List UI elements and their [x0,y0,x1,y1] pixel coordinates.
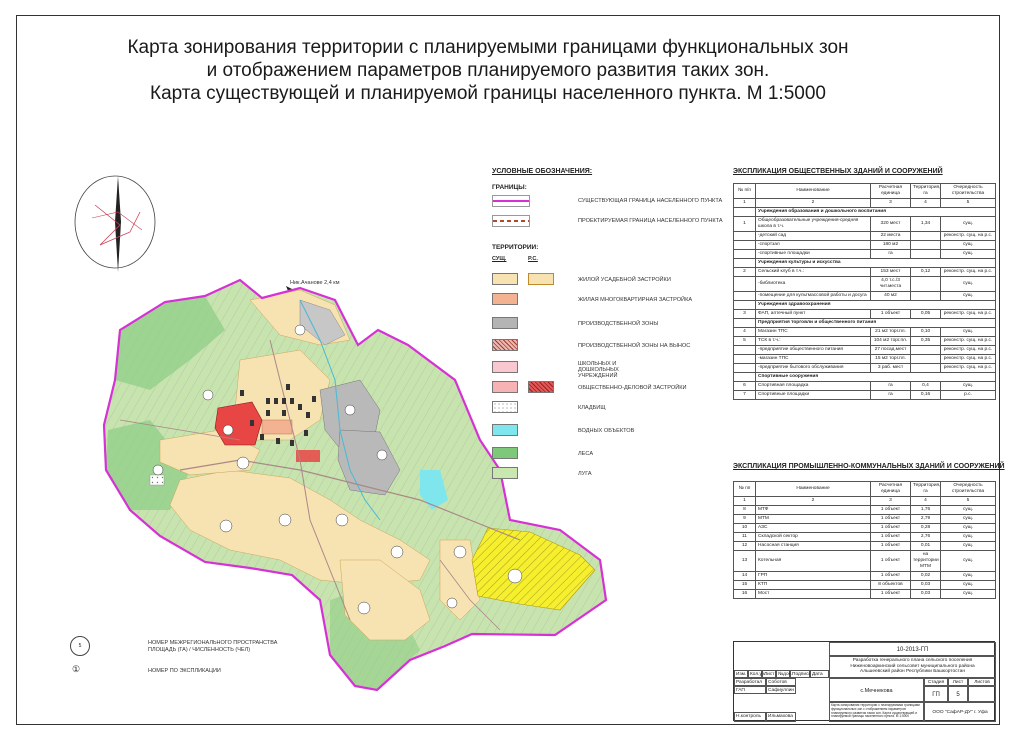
table-cell: 9 [734,515,756,524]
legend-cemetery [492,400,518,414]
legend-meadow [492,466,518,480]
multi-residential-swatch [492,293,518,305]
table1-col-area: Территория, га [911,184,941,199]
table-cell: сущ. [941,241,996,250]
table-row [734,259,996,268]
table2-num-2: 2 [756,497,871,506]
table-cell: Сельский клуб в т.ч.: [756,268,871,277]
table-cell: МТМ [756,515,871,524]
public-planned-swatch [528,381,554,393]
table-row [734,232,996,241]
table-cell: 2,76 [911,533,941,542]
table-cell: Общеобразовательные учреждения-средняя школа в т.ч. [756,217,871,232]
table-cell: р.с. [941,391,996,400]
table1-num-1: 1 [734,199,756,208]
title-line-2: и отображением параметров планируемого развития таких зон. [206,60,770,81]
table-cell: сущ. [941,533,996,542]
table-row [734,250,996,259]
table-cell: 11 [734,533,756,542]
stamp-col-head: Подпись [792,672,811,677]
public-buildings-table [733,183,996,400]
table2-col-stage: Очередность строительства [941,482,996,497]
table-cell: 1 [734,217,756,232]
table1-col-name: Наименование [756,184,871,199]
stamp-description [829,656,996,678]
table-cell: сущ. [941,515,996,524]
legend-industrial-relocation-label: ПРОИЗВОДСТВЕННОЙ ЗОНЫ НА ВЫНОС [578,343,691,349]
table-cell: -предприятие бытового обслуживания [756,364,871,373]
table-cell: 4,0 т.с./3 чит.места [871,277,911,292]
legend-schools [492,360,518,374]
table-cell: реконстр. сущ. на р.с. [941,337,996,346]
schools-swatch [492,361,518,373]
table-cell: 3 [734,310,756,319]
table-cell: -помещение для культмассовой работы и досуга [756,292,871,301]
table-cell: 153 мест [871,268,911,277]
table-row [734,551,996,572]
table-cell: -спортзал [756,241,871,250]
table2-col-area: Территория, га [911,482,941,497]
table-cell: 1 объект [871,542,911,551]
table-cell: 16 [734,590,756,599]
table-cell [911,355,941,364]
stamp-col-head: Дата [810,670,829,678]
table-cell [734,364,756,373]
table-cell [734,355,756,364]
table-cell: 0,28 [911,524,941,533]
table-cell: 22 места [871,232,911,241]
table2-col-num: № пп [734,482,756,497]
table-row [734,572,996,581]
residential-swatch [492,273,518,285]
table-cell: сущ. [941,277,996,292]
stamp-col-head: Лист [764,672,775,677]
table-cell [911,346,941,355]
stamp-village: с.Мечнекова [829,678,924,702]
compass-rose [75,176,155,272]
table-cell: 4 [734,328,756,337]
stamp-r1-role: Разработал [734,678,766,686]
table-cell [734,241,756,250]
table2-num-5: 5 [941,497,996,506]
note-explication: НОМЕР ПО ЭКСПЛИКАЦИИ [148,668,221,674]
table-cell [734,346,756,355]
table-cell: Учреждения образования и дошкольного воспитания [756,208,996,217]
stamp-r3-name: Ильмахова [766,712,796,722]
table-cell: 7 [734,391,756,400]
legend-water-label: ВОДНЫХ ОБЪЕКТОВ [578,428,635,434]
table-row [734,533,996,542]
table-cell: 3 раб. мест [871,364,911,373]
table1-num-2: 2 [756,199,871,208]
table-cell: 12 [734,542,756,551]
table-cell: сущ. [941,292,996,301]
table-cell: -спортивные площадки [756,250,871,259]
legend-col-planned: Р.С. [528,256,538,262]
table-cell: га [871,250,911,259]
legend-forest [492,446,518,460]
table-cell: Учреждения культуры и искусства [756,259,996,268]
stamp-organization: ООО "СафАР-ДУ" г. Уфа [924,702,996,722]
table-row [734,542,996,551]
table-cell [734,259,756,268]
forest-swatch [492,447,518,459]
table-row [734,277,996,292]
table-cell: 1 объект [871,515,911,524]
table1-col-unit: Расчетная единица [871,184,911,199]
table-cell: -предприятие общественного питания [756,346,871,355]
table-cell: 104 м2 торг.пл. [871,337,911,346]
table-cell [911,250,941,259]
table-row [734,268,996,277]
table2-num-1: 1 [734,497,756,506]
public-swatch [492,381,518,393]
table-cell: Магазин ТПС [756,328,871,337]
table2-col-name: Наименование [756,482,871,497]
existing-boundary-symbol [492,195,530,207]
interregional-marker [70,636,90,656]
settlement-territory[interactable] [104,280,606,690]
table-cell [734,319,756,328]
table-cell: 6 [734,382,756,391]
table-cell: 0,12 [911,268,941,277]
table-cell [911,241,941,250]
legend-meadow-label: ЛУГА [578,471,592,477]
legend-industrial-label: ПРОИЗВОДСТВЕННОЙ ЗОНЫ [578,321,659,327]
table-cell [911,292,941,301]
table-cell: 320 мест [871,217,911,232]
table-cell: 1 объект [871,590,911,599]
stamp-r1-name: Соботов [766,678,796,686]
table-cell [734,208,756,217]
table-cell: 0,01 [911,542,941,551]
title-block-stamp [733,641,995,721]
table-cell: Спортивные площадки [756,391,871,400]
table-row [734,319,996,328]
table-cell [734,301,756,310]
table-row [734,373,996,382]
table2-numbering-row [734,497,996,506]
table-row [734,346,996,355]
industrial-buildings-table [733,481,996,599]
water-swatch [492,424,518,436]
planned-boundary-symbol [492,215,530,227]
stamp-col-head: Изм. [736,672,747,677]
table-cell: ТСК в т.ч.: [756,337,871,346]
stamp-desc-line2: Ниженовоаркинский сельсовет муниципального района [850,663,975,669]
legend-forest-label: ЛЕСА [578,451,594,457]
explication-marker [72,664,80,675]
table-cell: МТФ [756,506,871,515]
table-cell: 15 [734,581,756,590]
table-row [734,524,996,533]
table2-num-3: 3 [871,497,911,506]
table-cell: 1 объект [871,524,911,533]
table-cell: ГРП [756,572,871,581]
legend-multi-residential-label: ЖИЛАЯ МНОГОКВАРТИРНАЯ ЗАСТРОЙКА [578,297,693,303]
table1-num-3: 3 [871,199,911,208]
legend-existing-boundary [492,194,530,208]
table-cell: 0,05 [911,310,941,319]
table-cell: сущ. [941,328,996,337]
table-cell: га [871,382,911,391]
stamp-desc-line3: Альшеевский район Республики Башкортостан [860,669,965,674]
table-cell: сущ. [941,382,996,391]
table-cell: 180 м2 [871,241,911,250]
table-row [734,515,996,524]
stamp-r2-name: Сафиуллин [768,688,795,693]
table-cell [911,277,941,292]
title-line-1: Карта зонирования территории с планируемыми границами функциональных зон [127,37,849,58]
table1-num-4: 4 [911,199,941,208]
table-row [734,581,996,590]
meadow-swatch [492,467,518,479]
stamp-sheet: 5 [948,686,968,702]
table2-header-row [734,482,996,497]
legend-territories-header: ТЕРРИТОРИИ: [492,244,539,251]
table1-col-num: № п/п [734,184,756,199]
table1-num-5: 5 [941,199,996,208]
stamp-code: 10-2013-ГП [829,642,996,656]
table-cell: 0,03 [911,590,941,599]
table-cell [734,373,756,382]
residential-planned-swatch [528,273,554,285]
table-cell: 1,76 [911,506,941,515]
table-cell: 1 объект [871,551,911,572]
table-cell [911,232,941,241]
legend-multi-residential [492,292,518,306]
stamp-col-head: Кол.уч. [750,672,766,677]
legend-public [492,380,554,394]
table-cell: 15 м2 торг.пл. [871,355,911,364]
table2-col-unit: Расчетная единица [871,482,911,497]
table-cell: -магазин ТПС [756,355,871,364]
table-cell: -детский сад [756,232,871,241]
note-interregional-line2: ПЛОЩАДЬ (ГА) / ЧИСЛЕННОСТЬ (ЧЕЛ) [148,647,251,653]
table-cell: га [871,391,911,400]
table-cell: Спортивная площадка [756,382,871,391]
table-cell: сущ. [941,542,996,551]
table-row [734,382,996,391]
legend-existing-boundary-label: СУЩЕСТВУЮЩАЯ ГРАНИЦА НАСЕЛЕННОГО ПУНКТА [578,198,723,204]
table-cell: 14 [734,572,756,581]
table-cell: 5 [734,337,756,346]
table-cell: на территории МТМ [911,551,941,572]
table-cell [734,232,756,241]
table-cell: 8 [734,506,756,515]
table1-col-stage: Очередность строительства [941,184,996,199]
table-cell: 0,10 [911,328,941,337]
table-cell: сущ. [941,250,996,259]
table-cell: Насосная станция [756,542,871,551]
table-row [734,310,996,319]
table-cell: 27 посад.мест [871,346,911,355]
table-cell: сущ. [941,590,996,599]
table-cell: сущ. [941,506,996,515]
stamp-stage-head: Стадия [924,678,948,686]
table-row [734,364,996,373]
cemetery-swatch [492,401,518,413]
legend-industrial-relocation [492,338,518,352]
stamp-col-head: №док. [778,672,793,677]
table-cell: ФАП, аптечный пункт [756,310,871,319]
table-cell: 1,34 [911,217,941,232]
table-row [734,506,996,515]
legend-boundaries-header: ГРАНИЦЫ: [492,184,527,191]
table-cell: 0,16 [911,391,941,400]
stamp-r2-role: ГАП [734,686,766,694]
table-cell: 0,35 [911,337,941,346]
legend-industrial [492,316,518,330]
industrial-relocation-swatch [492,339,518,351]
table-cell: Котельная [756,551,871,572]
stamp-small-description: Карта зонирования территории с планируемыми границами функциональных зон с отображением параметров планируемого развития таких зон. Карта существующей и планируемой границы населенного пункта. М 1:5000 [829,702,924,722]
legend-col-existing: СУЩ. [492,256,507,262]
table-cell: реконстр. сущ. на р.с. [941,355,996,364]
table-cell: 1 объект [871,533,911,542]
table-cell: реконстр. сущ. на р.с. [941,364,996,373]
stamp-stage: ГП [924,686,948,702]
table-cell [734,292,756,301]
table1-header-row [734,184,996,199]
table-cell: 10 [734,524,756,533]
table-cell: КТП [756,581,871,590]
legend-public-label: ОБЩЕСТВЕННО-ДЕЛОВОЙ ЗАСТРОЙКИ [578,385,687,391]
road-label: Ник.Ачанове 2,4 км [290,280,340,286]
table-cell: -библиотека [756,277,871,292]
table-cell: сущ. [941,572,996,581]
table-cell: сущ. [941,551,996,572]
table-row [734,301,996,310]
table-cell: реконстр. сущ. на р.с. [941,346,996,355]
table-row [734,590,996,599]
stamp-r3-role: Н.контроль [734,712,766,722]
table-cell: Учреждения здравоохранения [756,301,996,310]
table-cell: сущ. [941,581,996,590]
table-cell: АЗС [756,524,871,533]
legend-cemetery-label: КЛАДБИЩ [578,405,606,411]
stamp-sheet-head: Лист [948,678,968,686]
stamp-sheets [968,686,996,702]
table-cell: реконстр. сущ. на р.с. [941,232,996,241]
table-cell: сущ. [941,217,996,232]
legend-schools-label: ШКОЛЬНЫХ И ДОШКОЛЬНЫХ УЧРЕЖДЕНИЙ [578,361,619,379]
map-legend [492,168,723,477]
table-cell: реконстр. сущ. на р.с. [941,310,996,319]
industrial-swatch [492,317,518,329]
legend-planned-boundary-label: ПРОЕКТИРУЕМАЯ ГРАНИЦА НАСЕЛЕННОГО ПУНКТА [578,218,723,224]
table-cell: Предприятия торговли и общественного питания [756,319,996,328]
legend-water [492,423,518,437]
table-row [734,355,996,364]
legend-residential [492,272,554,286]
stamp-desc-line1: Разработка генерального плана сельского поселения [852,658,973,663]
table2-title: ЭКСПЛИКАЦИЯ ПРОМЫШЛЕННО-КОММУНАЛЬНЫХ ЗДАНИЙ И СООРУЖЕНИЙ [733,463,1005,470]
table-cell: реконстр. сущ. на р.с. [941,268,996,277]
table2-num-4: 4 [911,497,941,506]
legend-residential-label: ЖИЛОЙ УСАДЕБНОЙ ЗАСТРОЙКИ [578,277,671,283]
table-cell: Спортивные сооружения [756,373,996,382]
table-cell: 2 [734,268,756,277]
table-cell: 0,02 [911,572,941,581]
table-cell: 21 м2 торг.пл. [871,328,911,337]
table-row [734,328,996,337]
table-cell: 2,79 [911,515,941,524]
table-cell: сущ. [941,524,996,533]
note-interregional-line1: НОМЕР МЕЖРЕГИОНАЛЬНОГО ПРОСТРАНСТВА [148,640,278,646]
table-row [734,241,996,250]
table-cell: 8 объектов [871,581,911,590]
table1-title: ЭКСПЛИКАЦИЯ ОБЩЕСТВЕННЫХ ЗДАНИЙ И СООРУЖЕНИЙ [733,168,943,175]
table-row [734,208,996,217]
table-cell: 1 объект [871,506,911,515]
interregional-marker-text: 5 [78,643,82,649]
table-cell [911,364,941,373]
table-row [734,292,996,301]
table-cell: 1 объект [871,572,911,581]
table-cell [734,250,756,259]
table-cell: Мост [756,590,871,599]
table-cell: 0,03 [911,581,941,590]
title-line-3: Карта существующей и планируемой границы населенного пункта. М 1:5000 [150,83,826,104]
table-cell: 1 объект [871,310,911,319]
table1-numbering-row [734,199,996,208]
table-cell: 40 м2 [871,292,911,301]
table-cell: 0,4 [911,382,941,391]
legend-title: УСЛОВНЫЕ ОБОЗНАЧЕНИЯ: [492,168,593,175]
stamp-sheets-head: Листов [968,678,996,686]
table-cell [734,277,756,292]
table-cell: 13 [734,551,756,572]
table-row [734,217,996,232]
table-row [734,391,996,400]
explication-marker-text: ① [72,664,81,674]
table-row [734,337,996,346]
table-cell: Складской сектор [756,533,871,542]
legend-planned-boundary [492,214,530,228]
